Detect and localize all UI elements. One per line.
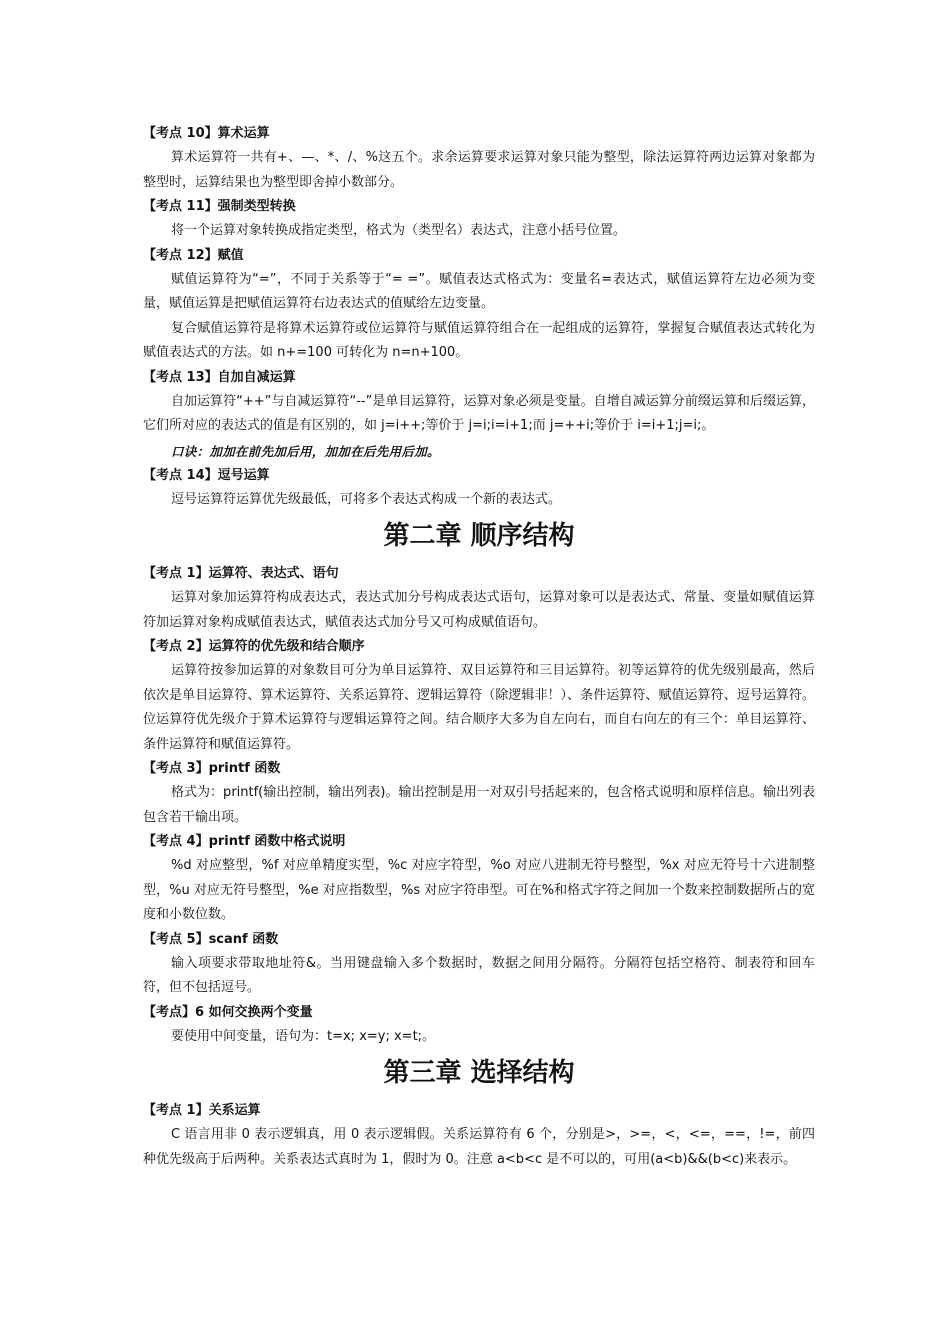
- mnemonic-line: 口诀：加加在前先加后用，加加在后先用后加。: [171, 443, 440, 459]
- paragraph: 运算符按参加运算的对象数目可分为单目运算符、双目运算符和三目运算符。初等运算符的优先级别最高，然后依次是单目运算符、算术运算符、关系运算符、逻辑运算符（除逻辑非！）、条件运算符、赋值运算符、逗号运算符。位运算符优先级介于算术运算符与逻辑运算符之间。结合顺序大多为自左向右，而自右向左的有三个：单目运算符、条件运算符和赋值运算符。: [143, 663, 815, 752]
- section-heading-14: 【考点 14】逗号运算: [143, 467, 270, 483]
- section-heading-1: 【考点 1】关系运算: [143, 1103, 261, 1118]
- paragraph: 自加运算符“++”与自减运算符“--”是单目运算符，运算对象必须是变量。自增自减运算分前缀运算和后缀运算，它们所对应的表达式的值是有区别的，如 j=i++;等价于 j=i;i=i+1;而 j=++i;等价于 i=i+1;j=i;。: [143, 393, 815, 433]
- section-heading-10: 【考点 10】算术运算: [143, 126, 270, 141]
- paragraph: 运算对象加运算符构成表达式，表达式加分号构成表达式语句，运算对象可以是表达式、常量、变量如赋值运算符加运算对象构成赋值表达式，赋值表达式加分号又可构成赋值语句。: [143, 590, 815, 630]
- section-heading-1: 【考点 1】运算符、表达式、语句: [143, 566, 339, 581]
- document-page: [143, 122, 815, 1172]
- paragraph: 算术运算符一共有+、—、*、/、%这五个。求余运算要求运算对象只能为整型，除法运算符两边运算对象都为整型时，运算结果也为整型即舍掉小数部分。: [143, 150, 815, 190]
- chapter-title-2: 第二章 顺序结构: [383, 521, 575, 551]
- paragraph: 将一个运算对象转换成指定类型，格式为（类型名）表达式，注意小括号位置。: [171, 223, 627, 238]
- section-heading-6: 【考点】6 如何交换两个变量: [143, 1004, 313, 1020]
- paragraph: 格式为：printf(输出控制，输出列表)。输出控制是用一对双引号括起来的，包含格式说明和原样信息。输出列表包含若干输出项。: [143, 785, 815, 825]
- section-heading-5: 【考点 5】scanf 函数: [143, 931, 279, 947]
- paragraph: 要使用中间变量，语句为：t=x; x=y; x=t;。: [171, 1028, 436, 1044]
- paragraph: 输入项要求带取地址符&。当用键盘输入多个数据时，数据之间用分隔符。分隔符包括空格符、制表符和回车符，但不包括逗号。: [143, 955, 815, 995]
- paragraph: C 语言用非 0 表示逻辑真，用 0 表示逻辑假。关系运算符有 6 个，分别是>，>=，<，<=，==，!=，前四种优先级高于后两种。关系表达式真时为 1，假时为 0。注意 a<b<c 是不可以的，可用(a<b)&&(b<c)来表示。: [143, 1127, 815, 1167]
- paragraph: 复合赋值运算符是将算术运算符或位运算符与赋值运算符组合在一起组成的运算符，掌握复合赋值表达式转化为赋值表达式的方法。如 n+=100 可转化为 n=n+100。: [143, 320, 815, 360]
- paragraph: 赋值运算符为“=”，不同于关系等于“= =”。赋值表达式格式为：变量名=表达式，赋值运算符左边必须为变量，赋值运算是把赋值运算符右边表达式的值赋给左边变量。: [143, 271, 815, 311]
- section-heading-4: 【考点 4】printf 函数中格式说明: [143, 834, 346, 849]
- paragraph: %d 对应整型，%f 对应单精度实型，%c 对应字符型，%o 对应八进制无符号整型，%x 对应无符号十六进制整型，%u 对应无符号整型，%e 对应指数型，%s 对应字符串型。可在%和格式字符之间加一个数来控制数据所占的宽度和小数位数。: [143, 858, 815, 922]
- section-heading-13: 【考点 13】自加自减运算: [143, 369, 296, 385]
- chapter-title-3: 第三章 选择结构: [383, 1058, 575, 1088]
- section-heading-2: 【考点 2】运算符的优先级和结合顺序: [143, 639, 365, 654]
- section-heading-12: 【考点 12】赋值: [143, 247, 244, 263]
- paragraph: 逗号运算符运算优先级最低，可将多个表达式构成一个新的表达式。: [171, 491, 562, 507]
- section-heading-11: 【考点 11】强制类型转换: [143, 199, 296, 214]
- section-heading-3: 【考点 3】printf 函数: [143, 761, 281, 776]
